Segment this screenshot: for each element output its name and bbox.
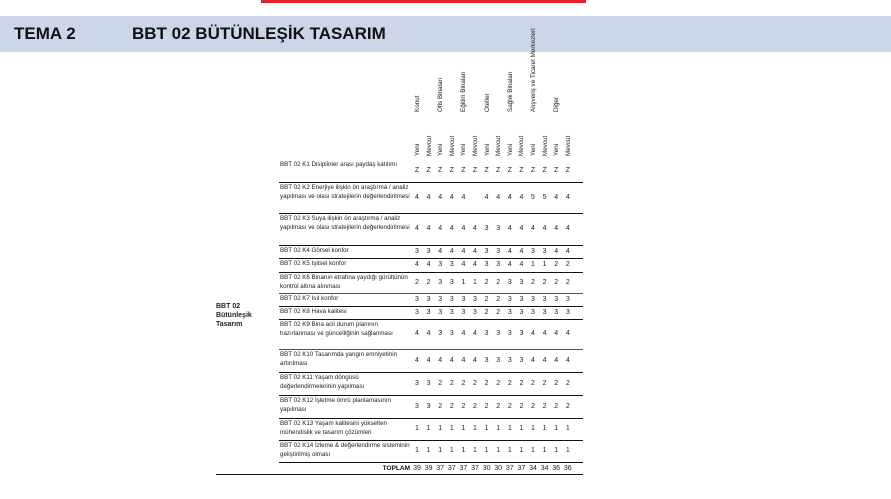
score-value: 2 [438,379,443,387]
page-title: BBT 02 BÜTÜNLEŞİK TASARIM [132,24,386,43]
score-value: 4 [542,225,547,232]
row-divider [279,245,583,246]
total-value: 37 [447,465,456,472]
building-type-header: Oteller [483,93,491,112]
score-value: 5 [531,193,535,201]
score-value: 3 [531,295,535,303]
score-value: Z [438,166,443,174]
score-value: 3 [449,308,454,316]
score-value: 2 [531,402,535,410]
score-value: 4 [461,225,466,232]
score-value: 4 [565,247,570,255]
score-value: 4 [438,356,443,364]
score-value: 4 [461,330,466,337]
score-value: 3 [542,295,547,303]
criterion-label: BBT 02 K7 Isıl konfor [280,295,339,302]
score-value: 2 [531,379,535,387]
group-label: BBT 02 Bütünleşik Tasarım [216,303,252,328]
score-value: 2 [415,278,419,286]
criterion-label: BBT 02 K12 İşletme ömrü planlamasının yapılması [280,397,391,413]
score-value: 4 [554,193,559,201]
total-value: 39 [424,465,433,472]
score-value: 4 [507,261,512,268]
score-value: 3 [519,308,524,316]
score-value: 5 [542,193,547,201]
row-divider [279,440,583,441]
total-value: 37 [436,465,445,472]
score-value: 3 [484,225,489,232]
score-value: 3 [484,261,489,268]
score-value: 2 [542,278,547,286]
score-value: 2 [554,402,559,410]
score-value: 2 [473,379,477,387]
total-value: 37 [459,465,468,472]
score-value: 2 [542,379,547,387]
score-value: 1 [531,425,535,432]
row-divider [279,372,583,373]
score-value: 1 [507,425,512,432]
score-value: 3 [519,278,524,286]
score-value: 4 [554,247,559,255]
score-value: 4 [507,193,512,201]
score-value: 3 [438,330,443,337]
criterion-label: BBT 02 K3 Suya ilişkin ön araştırma / analiz yapılması ve olası stratejilerin değerlendirilmesi [280,215,410,231]
score-value: 2 [438,402,443,410]
total-value: 34 [529,465,537,472]
score-value: 4 [554,330,559,337]
score-value: Z [414,166,420,174]
score-value: 3 [449,278,454,286]
score-value: 3 [426,295,431,303]
score-value: 2 [565,278,570,286]
score-value: 2 [507,402,512,410]
score-value: 2 [496,379,501,387]
building-type-header: Alışveriş ve Ticaret Merkezleri [530,28,537,112]
status-header: Yeni [483,143,491,156]
score-value: Z [484,166,489,174]
score-value: 4 [484,193,489,201]
score-value: 4 [426,225,431,232]
score-value: 4 [426,330,431,337]
score-value: 2 [507,379,512,387]
score-value: 2 [496,278,501,286]
score-value: 3 [449,330,454,337]
total-value: 37 [517,465,526,472]
score-value: 4 [542,356,547,364]
score-value: 2 [484,402,489,410]
score-value: 4 [473,261,477,268]
score-value: 4 [554,225,559,232]
criterion-label: BBT 02 K11 Yaşam döngüsü değerlendirmelerinin yapılması [280,374,365,390]
score-value: 1 [449,425,454,432]
score-value: Z [554,166,559,174]
score-value: 1 [531,447,535,454]
score-value: 3 [496,356,501,364]
score-value: 2 [496,295,501,303]
score-value: 3 [438,278,443,286]
score-value: 4 [438,225,443,232]
score-value: Z [449,166,454,174]
score-value: 1 [519,447,524,454]
status-header: Mevcut [564,135,572,156]
score-value: 2 [449,402,454,410]
score-value: 2 [554,261,559,268]
score-value: 1 [554,425,559,432]
score-value: 3 [519,295,524,303]
score-value: 3 [531,247,535,255]
status-header: Mevcut [425,135,433,156]
score-value: 3 [426,308,431,316]
row-divider [279,418,583,419]
score-value: 1 [426,447,431,454]
score-value: 3 [484,356,489,364]
theme-label: TEMA 2 [14,24,76,43]
score-value: 3 [473,308,477,316]
row-divider [279,272,583,273]
score-value: 1 [484,447,489,454]
score-value: 1 [554,447,559,454]
score-value: 4 [519,261,524,268]
score-value: 4 [449,247,454,255]
score-value: Z [496,166,501,174]
score-value: 3 [519,356,524,364]
score-value: 2 [496,308,501,316]
score-value: 1 [496,425,501,432]
score-value: 2 [565,402,570,410]
total-value: 30 [482,465,491,472]
score-value: 4 [461,193,466,201]
score-value: 4 [565,193,570,201]
status-header: Mevcut [495,135,503,156]
score-value: Z [472,166,478,174]
score-value: 4 [438,247,443,255]
score-value: 1 [473,447,477,454]
score-value: 3 [565,295,570,303]
score-value: Z [461,166,466,174]
score-value: 4 [507,225,512,232]
title-banner [0,16,891,52]
score-value: 4 [565,225,570,232]
score-value: 2 [484,308,489,316]
score-value: 3 [426,247,431,255]
score-value: 4 [531,330,535,337]
score-value: 2 [565,261,570,268]
score-value: 4 [473,330,477,337]
total-value: 36 [552,465,561,472]
score-value: 2 [519,379,524,387]
score-value: 2 [473,402,477,410]
total-value: 36 [563,465,572,472]
criterion-label: BBT 02 K4 Görsel konfor [280,247,349,254]
score-value: 4 [426,261,431,268]
status-header: Mevcut [472,135,479,156]
top-accent-line [261,0,586,3]
status-header: Yeni [460,143,468,156]
score-value: 4 [415,225,419,232]
score-value: 4 [426,193,431,201]
score-value: 3 [415,295,419,303]
score-value: 3 [554,308,559,316]
score-value: 2 [449,379,454,387]
score-value: 4 [415,193,419,201]
score-value: 2 [542,402,547,410]
score-value: 3 [531,308,535,316]
score-value: 3 [415,308,419,316]
score-value: 3 [415,402,419,410]
score-value: 4 [531,225,535,232]
score-value: 3 [496,330,501,337]
score-value: 4 [438,193,443,201]
score-value: 3 [438,261,443,268]
score-value: 1 [542,261,547,268]
total-value: 34 [540,465,549,472]
row-divider [279,319,583,320]
score-value: 4 [449,356,454,364]
score-value: 4 [531,356,535,364]
score-value: 2 [565,379,570,387]
score-value: 3 [461,295,466,303]
score-value: 4 [519,247,524,255]
score-value: 4 [415,261,419,268]
score-value: 2 [461,402,466,410]
score-value: 4 [449,193,454,201]
score-value: Z [426,166,431,174]
score-value: 3 [496,247,501,255]
criterion-label: BBT 02 K10 Tasarımda yangın emniyetinin artırılması [280,351,398,367]
total-value: 39 [413,465,421,472]
score-value: 1 [565,425,570,432]
score-value: 1 [415,425,419,432]
score-value: 3 [438,308,443,316]
score-value: 4 [426,356,431,364]
score-value: 3 [519,330,524,337]
building-type-header: Diğer [553,96,561,112]
score-value: 1 [438,447,443,454]
score-value: 3 [473,295,477,303]
score-value: 2 [426,278,431,286]
table-bottom-line [216,474,583,475]
score-value: 1 [438,425,443,432]
score-value: 1 [484,425,489,432]
score-value: 3 [426,379,431,387]
score-value: 1 [542,447,547,454]
score-value: 4 [461,356,466,364]
score-value: 4 [415,330,419,337]
score-value: 1 [426,425,431,432]
row-divider [279,293,583,294]
status-header: Yeni [530,143,537,156]
score-value: 2 [531,278,535,286]
score-value: 4 [519,193,524,201]
score-value: Z [519,166,524,174]
score-value: Z [542,166,547,174]
score-value: 3 [426,402,431,410]
score-value: 3 [484,330,489,337]
criterion-label: BBT 02 K9 Bina acil durum planının hazırlanması ve güncelliğinin sağlanması [280,321,393,337]
status-header: Yeni [506,143,514,156]
score-value: 4 [415,356,419,364]
score-value: 1 [507,447,512,454]
score-value: 4 [461,261,466,268]
score-value: 2 [554,379,559,387]
criterion-label: BBT 02 K8 Hava kalitesi [280,308,347,315]
score-value: 3 [461,308,466,316]
status-header: Mevcut [448,135,456,156]
score-value: 3 [415,379,419,387]
building-type-header: Ofis Binaları [437,77,445,112]
criterion-label: BBT 02 K6 Binanın etrafına yaydığı gürültünün kontrol altına alınması [280,274,408,290]
score-value: 2 [461,379,466,387]
score-value: Z [565,166,570,174]
score-value: 3 [484,247,489,255]
total-label: TOPLAM [382,465,410,472]
score-value: 3 [542,308,547,316]
row-divider [279,462,583,463]
criterion-label: BBT 02 K13 Yaşam kalitesini yükselten mühendislik ve tasarım çözümleri [280,420,387,436]
building-type-header: Sağlık Binaları [506,71,514,112]
score-value: 4 [542,330,547,337]
status-header: Mevcut [541,135,549,156]
score-value: 1 [473,278,477,286]
total-value: 30 [494,465,503,472]
row-divider [279,258,583,259]
score-value: 2 [484,295,489,303]
score-value: 4 [565,356,570,364]
score-value: 1 [531,261,535,268]
score-value: 4 [473,225,477,232]
score-value: 3 [415,247,419,255]
score-value: 4 [565,330,570,337]
score-value: Z [530,166,536,174]
criterion-label: BBT 02 K2 Enerjiye ilişkin ön araştırma / analiz yapılması ve olası stratejilerin değerlendirilmesi [280,184,410,200]
criterion-label: BBT 02 K14 İzleme & değerlendirme sisteminin geliştirilmiş olması [280,442,410,458]
score-value: 1 [473,425,477,432]
score-value: 4 [554,356,559,364]
score-value: 1 [461,425,466,432]
score-value: 3 [507,356,512,364]
score-value: 3 [507,295,512,303]
score-value: 4 [461,247,466,255]
status-header: Mevcut [518,135,526,156]
score-value: 1 [415,447,419,454]
score-value: 2 [484,379,489,387]
score-value: 3 [542,247,547,255]
score-value: 1 [565,447,570,454]
total-value: 37 [471,465,479,472]
score-value: 3 [438,295,443,303]
score-value: 1 [542,425,547,432]
score-value: 3 [496,261,501,268]
score-value: 1 [496,447,501,454]
status-header: Yeni [414,143,421,156]
total-value: 37 [505,465,514,472]
status-header: Yeni [437,143,445,156]
row-divider [279,213,583,214]
score-value: 1 [449,447,454,454]
score-value: 2 [484,278,489,286]
row-divider [279,395,583,396]
score-value: 2 [519,402,524,410]
criterion-label: BBT 02 K5 Işitsel konfor [280,260,347,267]
score-value: 4 [507,247,512,255]
score-value: 3 [449,261,454,268]
score-value: 1 [461,447,466,454]
score-value: 3 [507,330,512,337]
score-value: 4 [449,225,454,232]
score-value: 3 [507,308,512,316]
criterion-label: BBT 02 K1 Disiplinler arası paydaş katılımı [280,161,398,168]
row-divider [279,306,583,307]
score-value: 4 [473,247,477,255]
score-value: 2 [554,278,559,286]
score-value: 2 [496,402,501,410]
row-divider [279,349,583,350]
building-type-header: Eğitim Binaları [460,71,468,112]
score-value: 3 [554,295,559,303]
score-value: 3 [496,225,501,232]
building-type-header: Konut [414,95,421,112]
score-value: 1 [519,425,524,432]
status-header: Yeni [553,143,561,156]
score-value: 3 [565,308,570,316]
score-value: 1 [461,278,466,286]
score-value: 3 [449,295,454,303]
score-value: Z [507,166,512,174]
score-value: 3 [507,278,512,286]
score-value: 4 [496,193,501,201]
row-divider [279,182,583,183]
score-value: 4 [473,356,477,364]
score-value: 4 [519,225,524,232]
